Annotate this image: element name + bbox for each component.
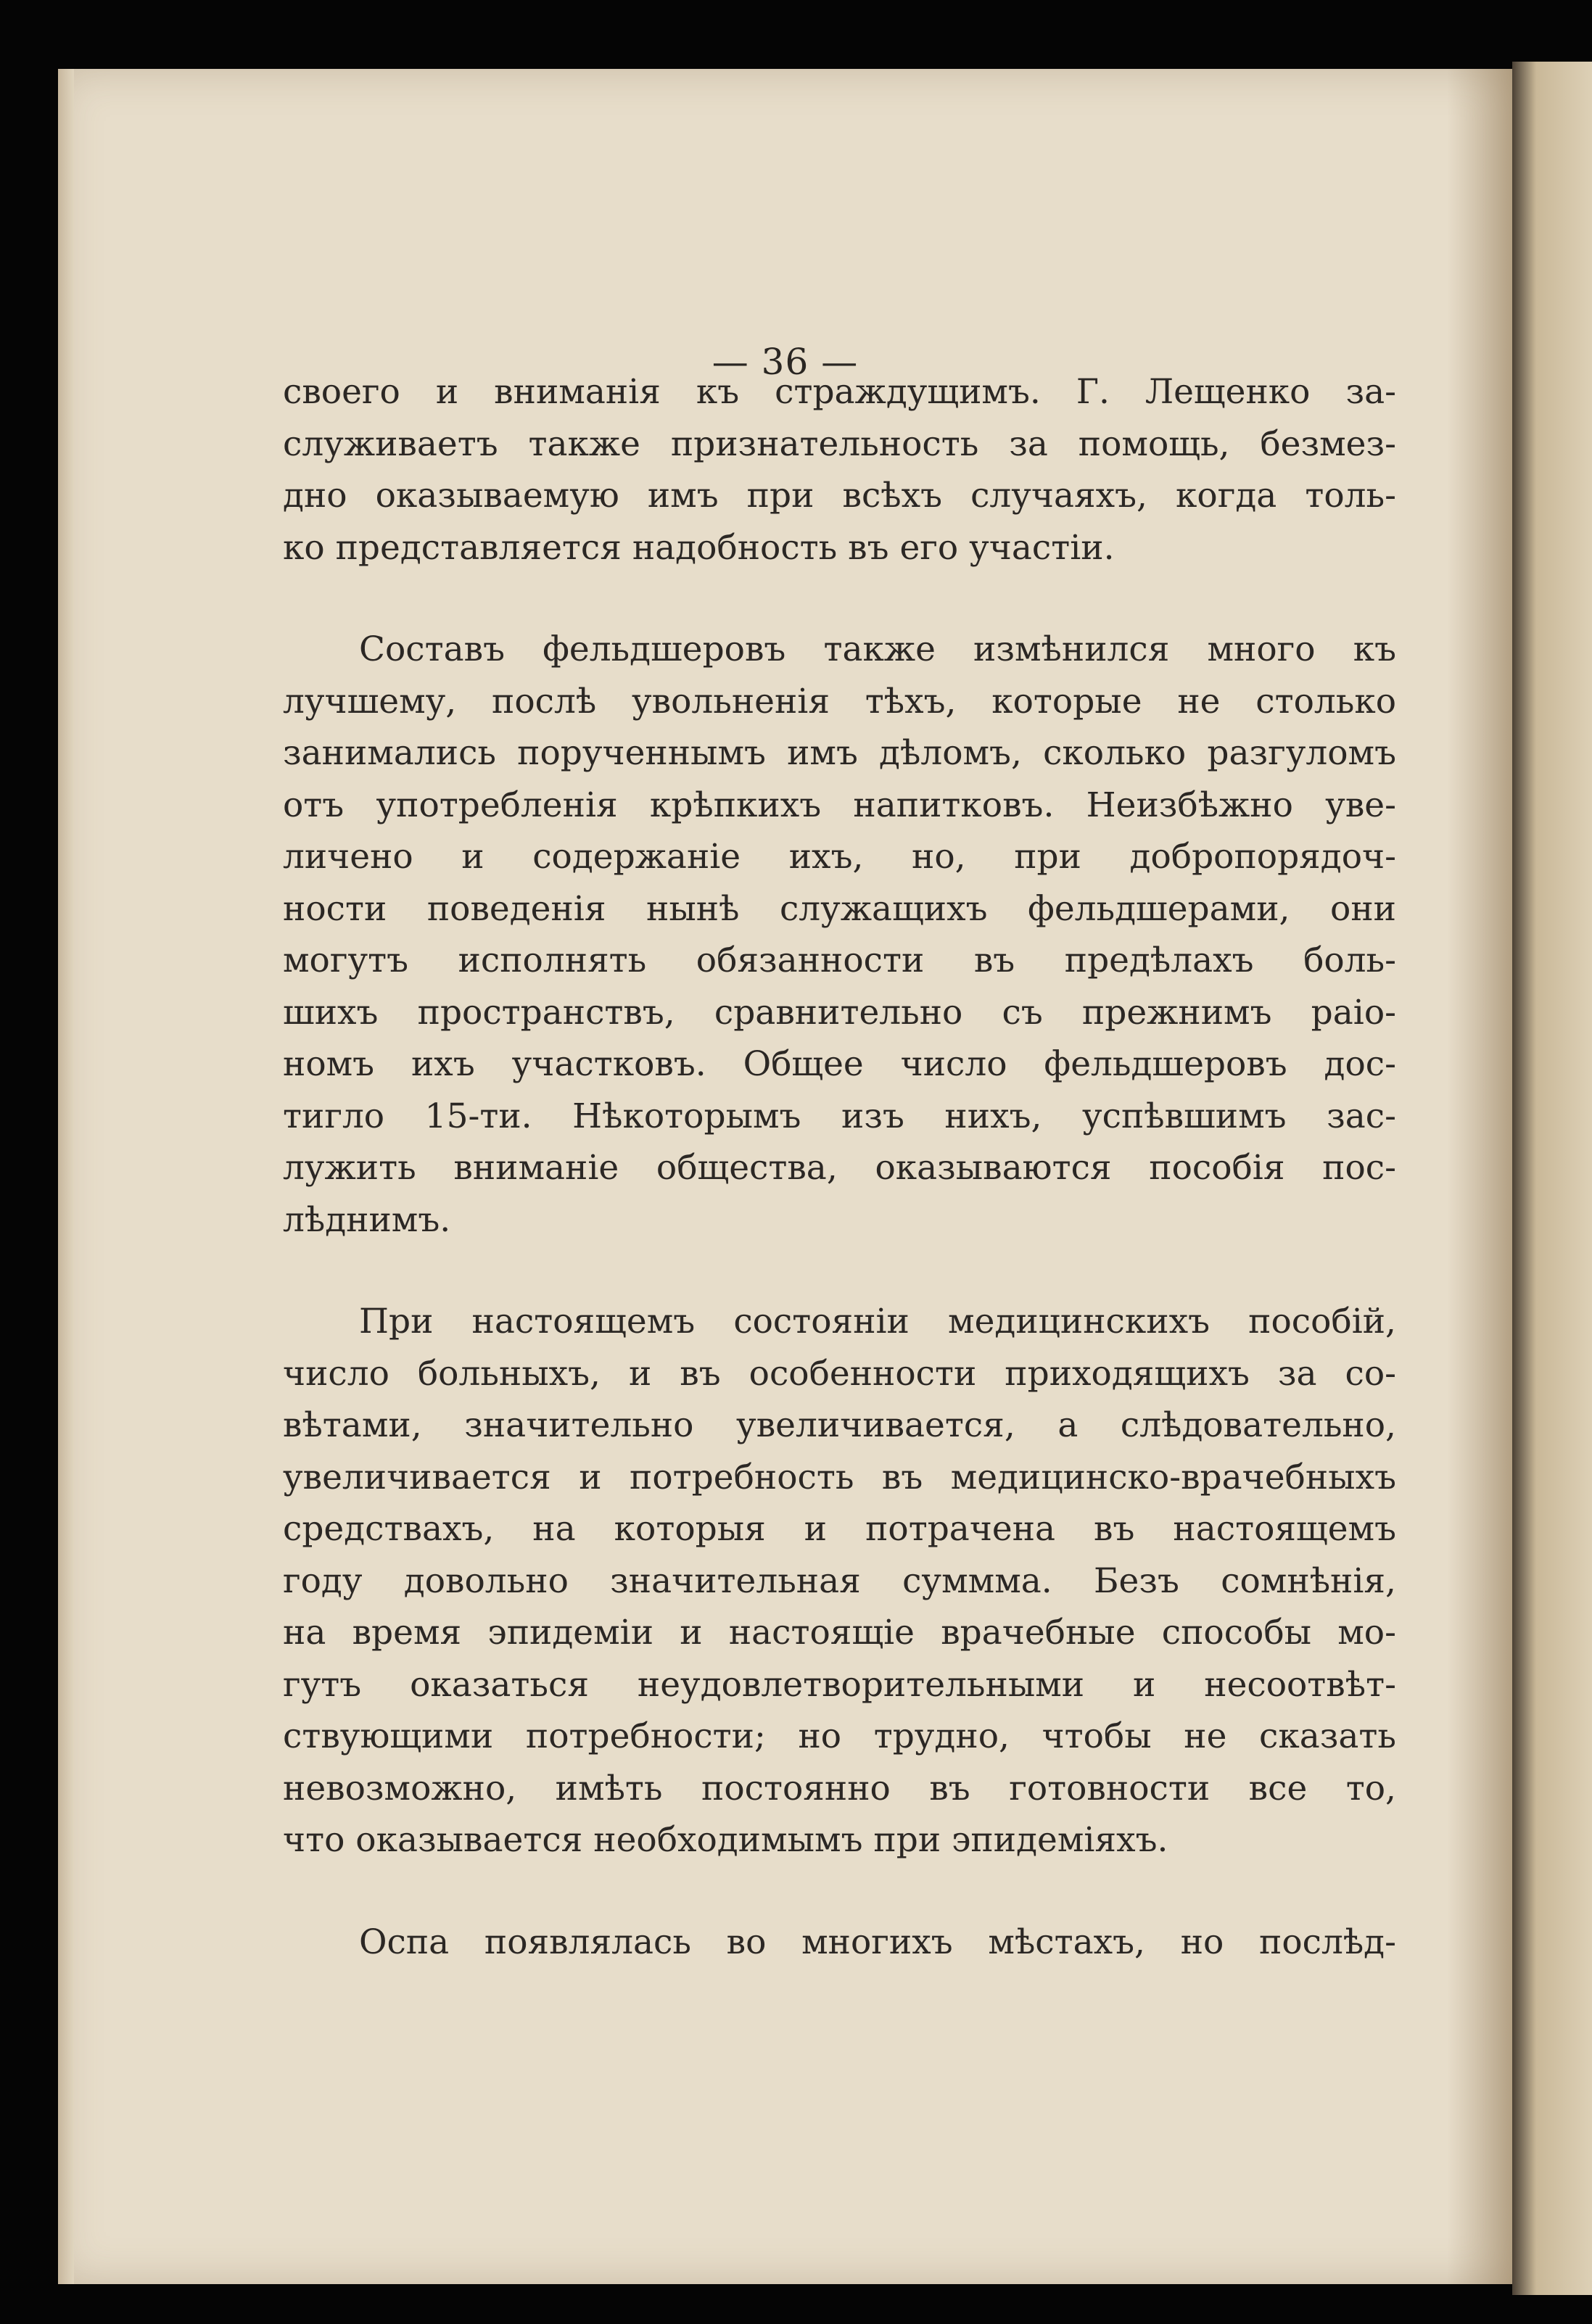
page-number: — 36 —	[712, 341, 859, 383]
paragraph-gap	[283, 1246, 1396, 1296]
next-page-edge	[1512, 62, 1592, 2295]
text-line: номъ ихъ участковъ. Общее число фельдшеровъ дос-	[283, 1044, 1396, 1084]
text-line: ко представляется надобность въ его участіи.	[283, 527, 1115, 568]
text-line: ности поведенія нынѣ служащихъ фельдшерами, они	[283, 888, 1396, 929]
text-line: шихъ пространствъ, сравнительно съ прежнимъ раіо-	[283, 992, 1396, 1033]
text-line: Составъ фельдшеровъ также измѣнился много къ	[359, 629, 1396, 669]
text-line: лучшему, послѣ увольненія тѣхъ, которые не столько	[283, 681, 1396, 721]
paragraph-gap	[283, 574, 1396, 624]
page-left-edge	[58, 69, 74, 2284]
text-line: При настоящемъ состояніи медицинскихъ пособій,	[359, 1302, 1396, 1341]
text-line: гутъ оказаться неудовлетворительными и несоотвѣт-	[283, 1664, 1396, 1705]
text-line: Оспа появлялась во многихъ мѣстахъ, но послѣд-	[359, 1922, 1396, 1962]
text-line: дно оказываемую имъ при всѣхъ случаяхъ, когда толь-	[283, 476, 1396, 516]
text-line: тигло 15-ти. Нѣкоторымъ изъ нихъ, успѣвшимъ зас-	[283, 1096, 1396, 1136]
text-line: число больныхъ, и въ особенности приходящихъ за со-	[283, 1353, 1396, 1394]
text-line: служиваетъ также признательность за помощь, безмез-	[283, 423, 1396, 464]
text-line: занимались порученнымъ имъ дѣломъ, сколько разгуломъ	[283, 733, 1396, 773]
paragraph-gap	[283, 1866, 1396, 1916]
text-line: увеличивается и потребность въ медицинско-врачебныхъ	[283, 1457, 1396, 1497]
text-line: году довольно значительная суммма. Безъ сомнѣнія,	[283, 1560, 1396, 1601]
text-line: на время эпидеміи и настоящіе врачебные способы мо-	[283, 1613, 1396, 1653]
text-line: своего и вниманія къ страждущимъ. Г. Лещенко за-	[283, 372, 1396, 412]
body-text	[283, 366, 1396, 1968]
gutter-shadow	[1447, 69, 1512, 2284]
text-line: лѣднимъ.	[283, 1199, 451, 1240]
text-line: средствахъ, на которыя и потрачена въ настоящемъ	[283, 1509, 1396, 1549]
text-line: могутъ исполнять обязанности въ предѣлахъ боль-	[283, 940, 1396, 980]
text-line: лужить вниманіе общества, оказываются пособія пос-	[283, 1148, 1396, 1188]
text-line: отъ употребленія крѣпкихъ напитковъ. Неизбѣжно уве-	[283, 785, 1396, 825]
text-line: что оказывается необходимымъ при эпидеміяхъ.	[283, 1820, 1168, 1860]
text-line: вѣтами, значительно увеличивается, а слѣдовательно,	[283, 1405, 1396, 1445]
text-line: невозможно, имѣть постоянно въ готовности все то,	[283, 1768, 1396, 1808]
text-line: ствующими потребности; но трудно, чтобы не сказать	[283, 1716, 1396, 1756]
text-line: личено и содержаніе ихъ, но, при добропорядоч-	[283, 837, 1396, 877]
